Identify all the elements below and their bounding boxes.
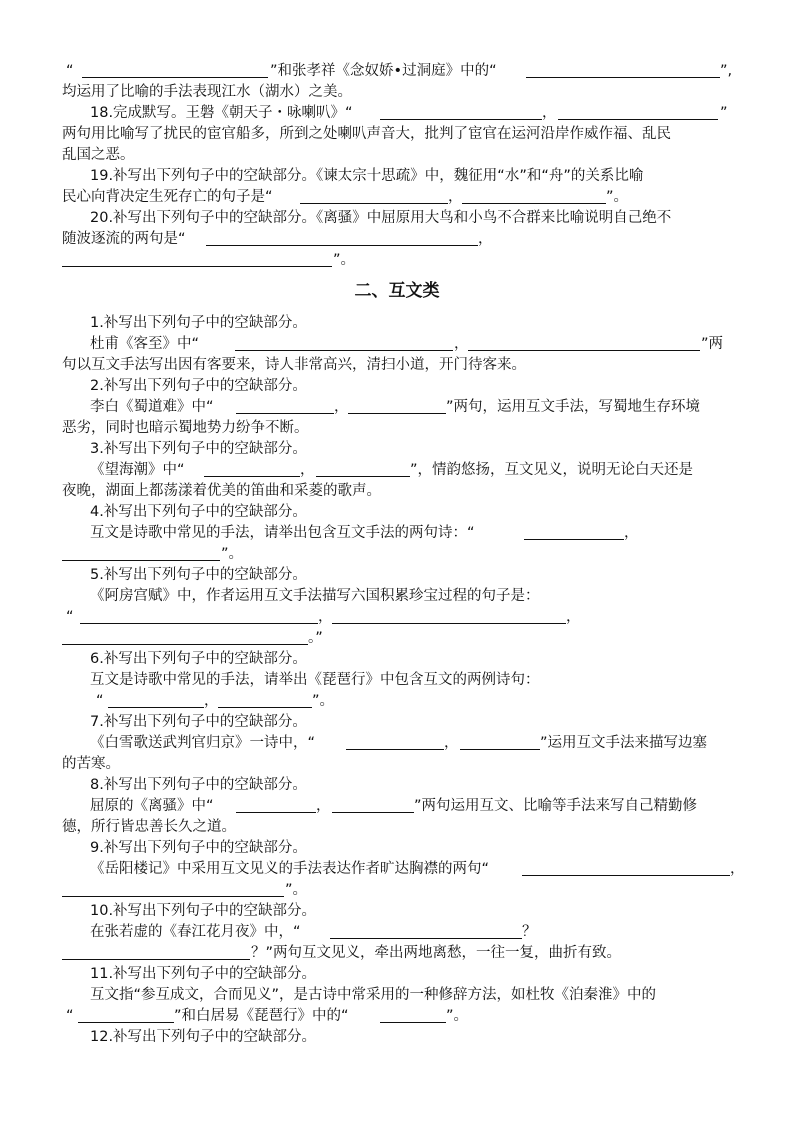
text: ， bbox=[448, 189, 463, 205]
question-text: 18.完成默写。王磐《朝天子・咏喇叭》“ bbox=[90, 105, 353, 121]
fill-blank[interactable] bbox=[332, 812, 414, 813]
text: ， bbox=[316, 798, 331, 814]
text: “ bbox=[66, 63, 74, 79]
fill-blank[interactable] bbox=[62, 896, 284, 897]
text: 民心向背决定生死存亡的句子是“ bbox=[62, 189, 273, 205]
question-7 bbox=[0, 711, 794, 733]
text: ， bbox=[454, 336, 469, 352]
question-text: 5.补写出下列句子中的空缺部分。 bbox=[90, 567, 307, 583]
text: 李白《蜀道难》中“ bbox=[90, 399, 214, 415]
text: 互文是诗歌中常见的手法，请举出《琵琶行》中包含互文的两例诗句： bbox=[90, 672, 540, 688]
section-heading-row bbox=[0, 280, 794, 304]
question-text: 9.补写出下列句子中的空缺部分。 bbox=[90, 840, 307, 856]
text: ”和白居易《琵琶行》中的“ bbox=[174, 1008, 349, 1024]
text: ？ bbox=[522, 924, 537, 940]
question-text: 8.补写出下列句子中的空缺部分。 bbox=[90, 777, 307, 793]
fill-blank[interactable] bbox=[62, 959, 250, 960]
fill-blank[interactable] bbox=[300, 203, 448, 204]
fill-blank[interactable] bbox=[468, 350, 700, 351]
text-line bbox=[0, 186, 794, 208]
fill-blank[interactable] bbox=[462, 203, 606, 204]
text-line bbox=[0, 606, 794, 628]
text: ， bbox=[730, 861, 745, 877]
text: ”运用互文手法来描写边塞 bbox=[540, 735, 708, 751]
text-line bbox=[0, 627, 794, 649]
question-text: 19.补写出下列句子中的空缺部分。《谏太宗十思疏》中，魏征用“水”和“舟”的关系比喻 bbox=[90, 168, 644, 184]
text-line bbox=[0, 753, 794, 775]
fill-blank[interactable] bbox=[82, 77, 268, 78]
text: ”。 bbox=[446, 1008, 469, 1024]
question-6 bbox=[0, 648, 794, 670]
text-line bbox=[0, 732, 794, 754]
fill-blank[interactable] bbox=[78, 1022, 174, 1023]
fill-blank[interactable] bbox=[235, 350, 453, 351]
question-text: 1.补写出下列句子中的空缺部分。 bbox=[90, 315, 307, 331]
text-line bbox=[0, 81, 794, 103]
text: 互文指“参互成文，合而见义”，是古诗中常采用的一种修辞方法，如杜牧《泊秦淮》中的 bbox=[90, 987, 657, 1003]
text-line bbox=[0, 480, 794, 502]
text: 句以互文手法写出因有客要来，诗人非常高兴，清扫小道，开门待客来。 bbox=[62, 357, 526, 373]
text-line bbox=[0, 249, 794, 271]
fill-blank[interactable] bbox=[108, 707, 204, 708]
question-3 bbox=[0, 438, 794, 460]
text: 恶劣，同时也暗示蜀地势力纷争不断。 bbox=[62, 420, 309, 436]
fill-blank[interactable] bbox=[524, 539, 624, 540]
fill-blank[interactable] bbox=[80, 623, 318, 624]
question-10 bbox=[0, 900, 794, 922]
fill-blank[interactable] bbox=[346, 749, 444, 750]
fill-blank[interactable] bbox=[522, 875, 730, 876]
text-line bbox=[0, 123, 794, 145]
text-line bbox=[0, 144, 794, 166]
text: 《白雪歌送武判官归京》一诗中，“ bbox=[90, 735, 316, 751]
question-text: 3.补写出下列句子中的空缺部分。 bbox=[90, 441, 307, 457]
text: 两句用比喻写了扰民的宦官船多，所到之处喇叭声音大，批判了宦官在运河沿岸作威作福、乱民 bbox=[62, 126, 671, 142]
text: “ bbox=[96, 693, 104, 709]
question-text: 11.补写出下列句子中的空缺部分。 bbox=[90, 966, 317, 982]
text-line bbox=[0, 795, 794, 817]
text: 的苦寒。 bbox=[62, 756, 120, 772]
text-line bbox=[0, 879, 794, 901]
text: ” bbox=[720, 105, 728, 121]
text: ， bbox=[566, 609, 581, 625]
question-text: 7.补写出下列句子中的空缺部分。 bbox=[90, 714, 307, 730]
fill-blank[interactable] bbox=[316, 476, 410, 477]
text: “ bbox=[66, 609, 74, 625]
text: ， bbox=[300, 462, 315, 478]
text: ”。 bbox=[606, 189, 629, 205]
text: 均运用了比喻的手法表现江水（湖水）之美。 bbox=[62, 84, 352, 100]
question-text: 2.补写出下列句子中的空缺部分。 bbox=[90, 378, 307, 394]
text: ， bbox=[542, 105, 557, 121]
text-line bbox=[0, 942, 794, 964]
question-text: 12.补写出下列句子中的空缺部分。 bbox=[90, 1029, 317, 1045]
question-8 bbox=[0, 774, 794, 796]
text-line bbox=[0, 816, 794, 838]
text: 《望海潮》中“ bbox=[90, 462, 185, 478]
question-text: 10.补写出下列句子中的空缺部分。 bbox=[90, 903, 317, 919]
text: ”。 bbox=[333, 252, 356, 268]
fill-blank[interactable] bbox=[380, 119, 542, 120]
text: “ bbox=[66, 1008, 74, 1024]
text: ”两句运用互文、比喻等手法来写自己精勤修 bbox=[414, 798, 698, 814]
text-line bbox=[0, 333, 794, 355]
text-line bbox=[0, 396, 794, 418]
text: ， bbox=[318, 609, 333, 625]
text: ”两 bbox=[701, 336, 724, 352]
text-line bbox=[0, 858, 794, 880]
fill-blank[interactable] bbox=[62, 560, 220, 561]
text-line bbox=[0, 60, 794, 82]
text: 杜甫《客至》中“ bbox=[90, 336, 200, 352]
question-2 bbox=[0, 375, 794, 397]
section-title: 二、互文类 bbox=[354, 281, 440, 301]
text: 夜晚，湖面上都荡漾着优美的笛曲和采菱的歌声。 bbox=[62, 483, 381, 499]
text-line bbox=[0, 522, 794, 544]
fill-blank[interactable] bbox=[204, 476, 300, 477]
question-11 bbox=[0, 963, 794, 985]
text-line bbox=[0, 417, 794, 439]
text: 乱国之恶。 bbox=[62, 147, 135, 163]
fill-blank[interactable] bbox=[62, 644, 308, 645]
text: ”, bbox=[720, 63, 733, 79]
text-line bbox=[0, 690, 794, 712]
fill-blank[interactable] bbox=[332, 623, 566, 624]
text: ， bbox=[334, 399, 349, 415]
question-text: 4.补写出下列句子中的空缺部分。 bbox=[90, 504, 307, 520]
text: 德，所行皆忠善长久之道。 bbox=[62, 819, 236, 835]
fill-blank[interactable] bbox=[236, 413, 334, 414]
text: 互文是诗歌中常见的手法，请举出包含互文手法的两句诗：“ bbox=[90, 525, 475, 541]
question-20 bbox=[0, 207, 794, 229]
fill-blank[interactable] bbox=[206, 245, 478, 246]
fill-blank[interactable] bbox=[236, 812, 316, 813]
fill-blank[interactable] bbox=[380, 1022, 446, 1023]
text: 在张若虚的《春江花月夜》中，“ bbox=[90, 924, 301, 940]
text: 随波逐流的两句是“ bbox=[62, 231, 186, 247]
fill-blank[interactable] bbox=[526, 77, 720, 78]
text-line bbox=[0, 228, 794, 250]
text-line bbox=[0, 669, 794, 691]
text-line bbox=[0, 1005, 794, 1027]
question-5 bbox=[0, 564, 794, 586]
text-line bbox=[0, 984, 794, 1006]
text: ， bbox=[478, 231, 493, 247]
question-1 bbox=[0, 312, 794, 334]
question-18 bbox=[0, 102, 794, 124]
text-line bbox=[0, 921, 794, 943]
text: ”，情韵悠扬，互文见义，说明无论白天还是 bbox=[410, 462, 694, 478]
text-line bbox=[0, 354, 794, 376]
text-line bbox=[0, 585, 794, 607]
text: ”和张孝祥《念奴娇•过洞庭》中的“ bbox=[270, 63, 497, 79]
fill-blank[interactable] bbox=[62, 266, 332, 267]
text: ， bbox=[624, 525, 639, 541]
text: ， bbox=[444, 735, 459, 751]
text-line bbox=[0, 543, 794, 565]
text: 《岳阳楼记》中采用互文见义的手法表达作者旷达胸襟的两句“ bbox=[90, 861, 490, 877]
text: 。” bbox=[308, 630, 323, 646]
question-4 bbox=[0, 501, 794, 523]
fill-blank[interactable] bbox=[460, 749, 540, 750]
question-9 bbox=[0, 837, 794, 859]
fill-blank[interactable] bbox=[558, 119, 718, 120]
text: ， bbox=[204, 693, 219, 709]
text: 《阿房宫赋》中，作者运用互文手法描写六国积累珍宝过程的句子是： bbox=[90, 588, 540, 604]
text: ”两句，运用互文手法，写蜀地生存环境 bbox=[446, 399, 701, 415]
question-12 bbox=[0, 1026, 794, 1048]
fill-blank[interactable] bbox=[330, 938, 522, 939]
text: ”。 bbox=[221, 546, 244, 562]
fill-blank[interactable] bbox=[348, 413, 446, 414]
question-19 bbox=[0, 165, 794, 187]
fill-blank[interactable] bbox=[218, 707, 312, 708]
text: ”。 bbox=[312, 693, 335, 709]
text-line bbox=[0, 459, 794, 481]
question-text: 20.补写出下列句子中的空缺部分。《离骚》中屈原用大鸟和小鸟不合群来比喻说明自己绝不 bbox=[90, 210, 672, 226]
text: ？”两句互文见义，牵出两地离愁，一往一复，曲折有致。 bbox=[251, 945, 622, 961]
text: ”。 bbox=[285, 882, 308, 898]
question-text: 6.补写出下列句子中的空缺部分。 bbox=[90, 651, 307, 667]
text: 屈原的《离骚》中“ bbox=[90, 798, 214, 814]
